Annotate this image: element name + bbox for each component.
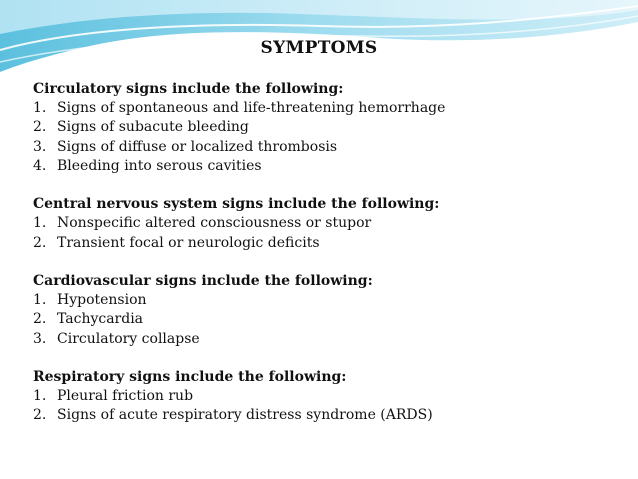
- list-item: [33, 118, 623, 137]
- list-item-text: Pleural friction rub: [57, 388, 194, 405]
- list-item: [33, 234, 623, 253]
- list-item-number: 2.: [33, 119, 47, 136]
- list-item-text: Bleeding into serous cavities: [57, 157, 262, 174]
- symptom-section: [33, 272, 623, 349]
- list-item: [33, 99, 623, 118]
- list-item: [33, 406, 623, 425]
- list-item-number: 1.: [33, 215, 47, 232]
- list-item-text: Signs of spontaneous and life-threatening hemorrhage: [57, 100, 446, 117]
- list-item-number: 4.: [33, 157, 47, 174]
- list-item: [33, 330, 623, 349]
- symptom-section: [33, 195, 623, 253]
- list-item: [33, 310, 623, 329]
- list-item: [33, 387, 623, 406]
- list-item-number: 2.: [33, 234, 47, 251]
- list-item-text: Tachycardia: [57, 311, 144, 328]
- section-heading: Circulatory signs include the following:: [33, 81, 344, 97]
- section-heading: Respiratory signs include the following:: [33, 369, 347, 385]
- list-item: [33, 214, 623, 233]
- list-item-number: 1.: [33, 100, 47, 117]
- list-item-text: Hypotension: [57, 292, 147, 309]
- list-item-number: 3.: [33, 138, 47, 155]
- symptom-section: [33, 80, 623, 176]
- list-item-number: 2.: [33, 407, 47, 424]
- list-item-text: Nonspecific altered consciousness or stupor: [57, 215, 372, 232]
- list-item: [33, 291, 623, 310]
- symptom-list: [33, 80, 623, 445]
- list-item: [33, 157, 623, 176]
- list-item-text: Signs of acute respiratory distress syndrome (ARDS): [57, 407, 433, 424]
- symptom-section: [33, 368, 623, 426]
- section-heading: Central nervous system signs include the following:: [33, 196, 440, 213]
- list-item-number: 2.: [33, 311, 47, 328]
- list-item-text: Signs of subacute bleeding: [57, 119, 249, 136]
- page-title: SYMPTOMS: [260, 38, 378, 58]
- list-item-text: Circulatory collapse: [57, 330, 200, 347]
- list-item-number: 3.: [33, 330, 47, 347]
- section-heading: Cardiovascular signs include the following:: [33, 273, 373, 289]
- list-item-text: Signs of diffuse or localized thrombosis: [57, 138, 338, 155]
- list-item: [33, 138, 623, 157]
- list-item-number: 1.: [33, 292, 47, 309]
- list-item-number: 1.: [33, 388, 47, 405]
- list-item-text: Transient focal or neurologic deficits: [57, 234, 320, 251]
